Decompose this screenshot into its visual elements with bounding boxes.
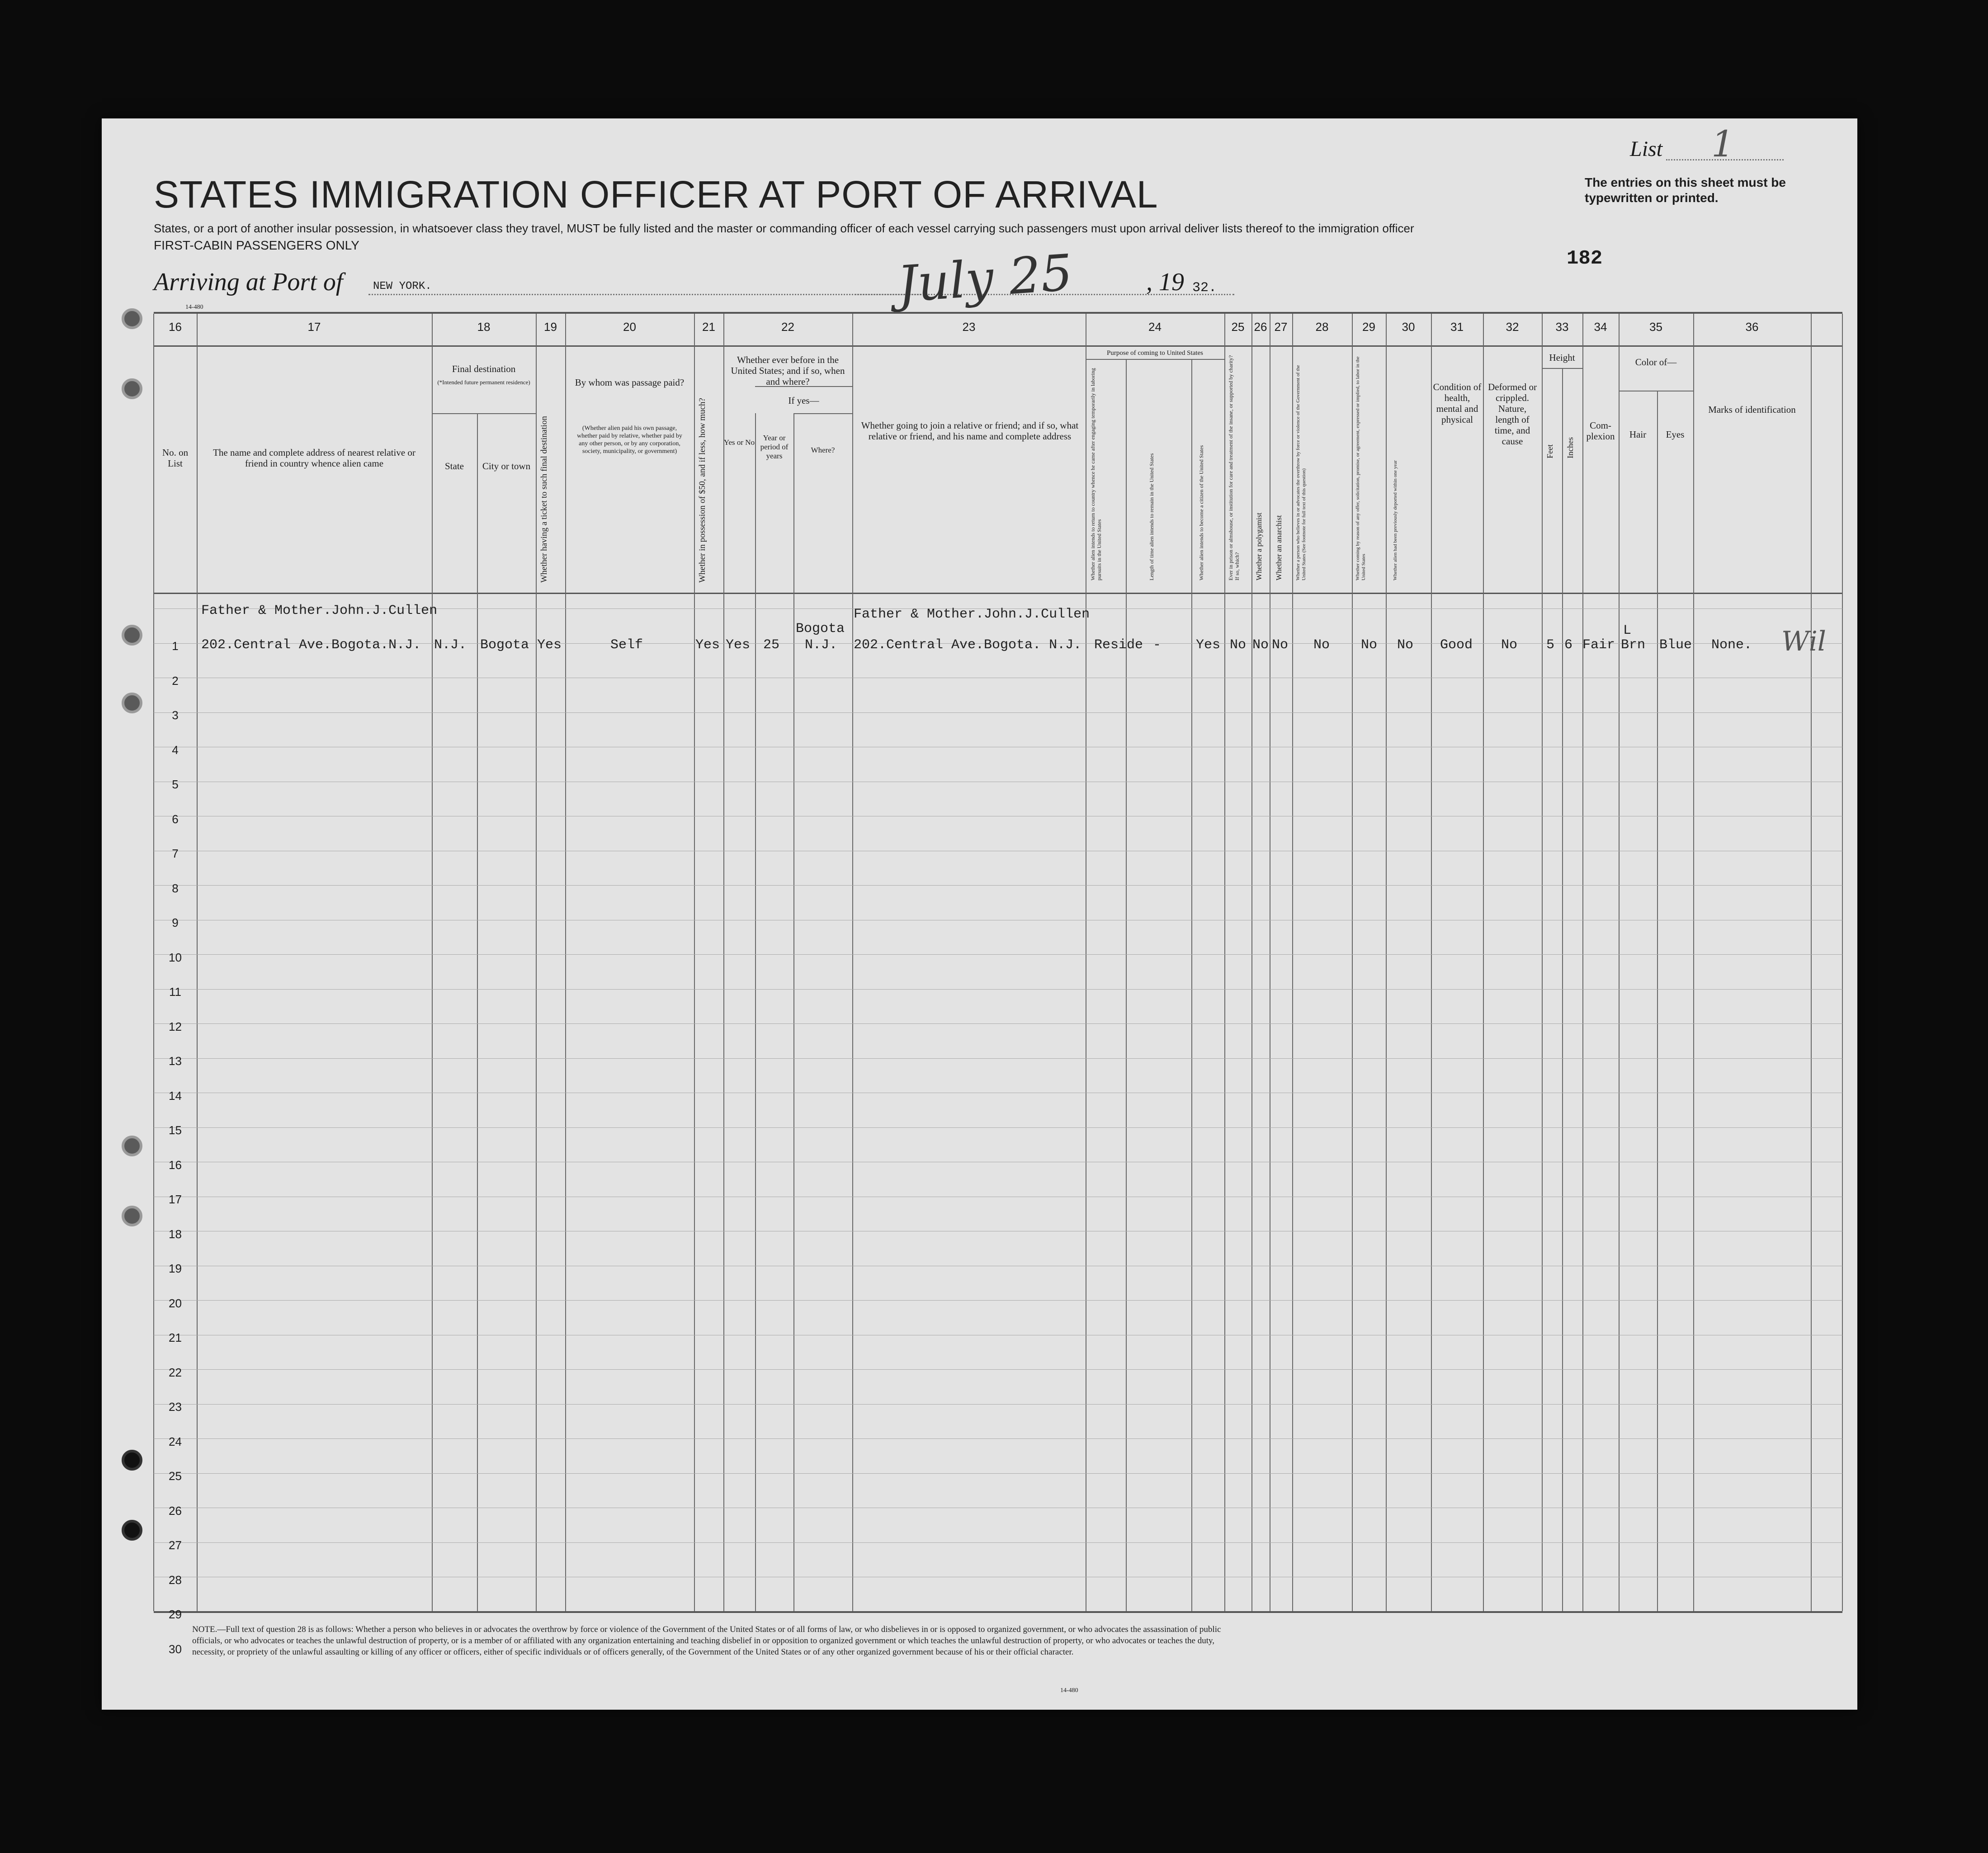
col-header: Whether alien intends to return to country whence he came after engaging temporarily in laboring pursuits in the United States [1090, 368, 1102, 580]
row-number: 27 [169, 1538, 182, 1552]
row-rule [154, 1023, 1842, 1024]
height-inches: 6 [1564, 637, 1573, 653]
col-line [1483, 314, 1484, 1611]
col-header: Whether going to join a relative or friend; and if so, what relative or friend, and his name and complete address [861, 420, 1079, 442]
margin-note: Wil [1781, 626, 1826, 657]
row-rule [154, 1058, 1842, 1059]
row-number: 26 [169, 1504, 182, 1518]
sub-rule [1542, 368, 1582, 369]
col-header: Whether in possession of $50, and if less, how much? [698, 398, 707, 583]
col-number: 34 [1594, 320, 1607, 334]
footnote: NOTE.—Full text of question 28 is as follows: Whether a person who believes in or advocates the overthrow by force or violence of the Government of the United States or of all forms of law, or who disbelieves in or is opposed to organized government, or who advocates the assassination of public officials, or who advocates or teaches the unlawful destruction of property, or is a member of or affiliated with any organization entertaining and teaching disbelief in or opposition to organized government or which teaches the unlawful destruction of property, or who advocates or teaches the duty, necessity, or propriety of the unlawful assaulting or killing of any officer or officers, either of specific individuals or of officers generally, of the Government of the United States or of any other organized government because of his or their official character. [192, 1625, 1221, 1657]
header-bottom-rule [154, 593, 1842, 594]
col-number: 33 [1555, 320, 1569, 334]
col-line [1693, 314, 1694, 1611]
col-number: 17 [307, 320, 321, 334]
col-header: City or town [482, 461, 531, 472]
year-label: , 19 [1146, 268, 1184, 296]
col-number: 20 [623, 320, 636, 334]
row-number: 9 [172, 916, 179, 929]
col-header: Whether alien had been previously deported within one year [1393, 460, 1398, 580]
polygamist-value: No [1252, 637, 1269, 653]
col-line [1352, 314, 1353, 1611]
col-header: Whether an anarchist [1275, 515, 1283, 580]
col-header: Inches [1566, 437, 1575, 458]
join-relative-address: 202.Central Ave.Bogota. N.J. [854, 637, 1082, 653]
row-number: 28 [169, 1573, 182, 1587]
where-value: Bogota [796, 621, 845, 637]
col-number: 25 [1231, 320, 1245, 334]
col-header: Whether coming by reason of any offer, solicitation, promise, or agreement, expressed or implied, to labor in the United States [1355, 356, 1366, 580]
col-number: 19 [544, 320, 557, 334]
col-line [1126, 359, 1127, 1611]
col-header: The name and complete address of nearest relative or friend in country whence alien came [213, 447, 416, 469]
col-header: Final destination [452, 363, 516, 374]
row-rule [154, 989, 1842, 990]
row-number: 15 [169, 1123, 182, 1137]
entries-note: The entries on this sheet must be typewritten or printed. [1585, 175, 1786, 205]
col-line [1251, 314, 1252, 1611]
row-rule [154, 712, 1842, 713]
col-header: Color of— [1635, 357, 1677, 368]
col-line [1386, 314, 1387, 1611]
row-number: 19 [169, 1262, 182, 1275]
col-line [1542, 314, 1543, 1611]
col-line [723, 314, 724, 1611]
sub-rule [793, 413, 852, 414]
col-header: Year or period of years [760, 434, 789, 460]
col-header: Whether ever before in the United States; and if so, when and where? [731, 354, 845, 387]
col-line [755, 413, 756, 1611]
punch-hole [122, 1450, 142, 1471]
col-header: Deformed or crippled. Nature, length of time, and cause [1488, 382, 1537, 447]
fifty-dollars-value: Yes [695, 637, 720, 653]
col-header: No. on List [162, 447, 189, 469]
col-subheader: (*Intended future permanent residence) [437, 379, 530, 386]
row-rule [154, 1127, 1842, 1128]
labor-offer-value: No [1361, 637, 1378, 653]
complexion-value: Fair [1582, 637, 1615, 653]
year-value: 32. [1192, 280, 1217, 296]
row-rule [154, 885, 1842, 886]
hair-value: Brn [1621, 637, 1646, 653]
col-line [432, 314, 433, 1611]
row-rule [154, 1404, 1842, 1405]
form-code: 14-480 [185, 304, 203, 311]
punch-hole [122, 1136, 142, 1156]
col-number: 23 [962, 320, 976, 334]
class-label: FIRST-CABIN PASSENGERS ONLY [154, 238, 359, 252]
row-number: 13 [169, 1054, 182, 1068]
col-header: Feet [1545, 444, 1554, 458]
col-line [1224, 314, 1225, 1611]
col-header: Marks of identification [1708, 404, 1796, 415]
col-header: Ever in prison or almshouse, or institution for care and treatment of the insane, or supported by charity? If so, which? [1228, 355, 1240, 580]
col-number: 29 [1362, 320, 1375, 334]
col-header: Height [1549, 352, 1575, 363]
row-rule [154, 1369, 1842, 1370]
col-header: Eyes [1666, 429, 1685, 440]
col-line [694, 314, 695, 1611]
row-number: 3 [172, 708, 179, 722]
punch-hole [122, 693, 142, 713]
list-underline [1666, 159, 1784, 160]
row-number: 16 [169, 1158, 182, 1172]
anarchist-value: No [1272, 637, 1289, 653]
row-number: 5 [172, 778, 179, 791]
col-line [852, 314, 853, 1611]
row-number: 17 [169, 1193, 182, 1206]
punch-hole [122, 1520, 142, 1541]
col-number: 26 [1254, 320, 1267, 334]
row-number: 22 [169, 1365, 182, 1379]
destination-city: Bogota [480, 637, 529, 653]
row-rule [154, 1542, 1842, 1543]
col-line [536, 314, 537, 1611]
col-header: Whether a polygamist [1255, 512, 1263, 580]
col-line [793, 413, 794, 1611]
relative-name: Father & Mother.John.J.Cullen [201, 603, 438, 618]
col-header: Whether a person who believes in or advocates the overthrow by force or violence of the Government of the United States (See footnote for full text of this question) [1295, 365, 1307, 580]
col-number: 28 [1315, 320, 1329, 334]
where-state: N.J. [805, 637, 838, 653]
row-number: 21 [169, 1331, 182, 1344]
relative-address: 202.Central Ave.Bogota.N.J. [201, 637, 421, 653]
col-number: 27 [1274, 320, 1288, 334]
before-in-us-value: Yes [726, 637, 751, 653]
col-number: 18 [477, 320, 491, 334]
col-subheader: If yes— [788, 395, 819, 406]
purpose-value: Reside [1094, 637, 1143, 653]
row-number: 4 [172, 743, 179, 757]
col-number: 22 [781, 320, 794, 334]
col-line [1431, 314, 1432, 1611]
col-header: Com-plexion [1586, 420, 1615, 442]
row-number: 14 [169, 1089, 182, 1103]
col-number: 30 [1402, 320, 1415, 334]
col-number: 16 [169, 320, 182, 334]
col-line [1842, 314, 1843, 1611]
eyes-value: Blue [1659, 637, 1692, 653]
col-number: 21 [702, 320, 715, 334]
col-subheader: (Whether alien paid his own passage, whether paid by relative, whether paid by any other person, or by any corporation, society, municipality, or government) [577, 425, 682, 455]
footnote-code: 14-480 [1060, 1687, 1078, 1694]
row-number: 1 [172, 639, 179, 653]
row-rule [154, 1438, 1842, 1439]
marks-value: None. [1711, 637, 1752, 653]
height-feet: 5 [1546, 637, 1555, 653]
citizen-intent: Yes [1196, 637, 1221, 653]
col-line [1811, 314, 1812, 1611]
join-relative-name: Father & Mother.John.J.Cullen [854, 607, 1090, 622]
col-line [1292, 314, 1293, 1611]
row-number: 2 [172, 674, 179, 688]
col-header: Condition of health, mental and physical [1433, 382, 1482, 425]
col-number: 36 [1745, 320, 1759, 334]
list-number: 1 [1711, 123, 1734, 165]
col-line [1619, 314, 1620, 1611]
arrival-date: July 25 [896, 243, 1075, 314]
col-header: Purpose of coming to United States [1107, 349, 1203, 357]
list-label: List [1630, 137, 1663, 161]
row-rule [154, 1473, 1842, 1474]
sub-rule [1086, 359, 1224, 360]
row-number: 7 [172, 847, 179, 860]
col-line [565, 314, 566, 1611]
row-number: 25 [169, 1469, 182, 1483]
port-label: Arriving at Port of [154, 268, 343, 296]
row-number: 12 [169, 1019, 182, 1033]
deported-value: No [1397, 637, 1414, 653]
page-title: STATES IMMIGRATION OFFICER AT PORT OF ARRIVAL [154, 173, 1158, 216]
col-header: By whom was passage paid? [575, 377, 685, 388]
punch-hole [122, 1206, 142, 1226]
deformed-value: No [1501, 637, 1518, 653]
row-number: 23 [169, 1400, 182, 1414]
hair-prefix: L [1623, 623, 1632, 638]
page-number: 182 [1567, 247, 1603, 270]
col-number: 35 [1649, 320, 1662, 334]
col-line [197, 314, 198, 1611]
col-line [477, 413, 478, 1611]
overthrow-value: No [1313, 637, 1330, 653]
passage-paid-value: Self [610, 637, 643, 653]
punch-hole [122, 308, 142, 329]
header-rule [154, 345, 1842, 347]
row-rule [154, 954, 1842, 955]
col-header: Whether alien intends to become a citizen of the United States [1198, 445, 1204, 580]
col-header: Where? [811, 446, 835, 454]
punch-hole [122, 378, 142, 399]
col-header: Hair [1629, 429, 1647, 440]
row-number: 10 [169, 950, 182, 964]
ticket-value: Yes [537, 637, 562, 653]
health-value: Good [1440, 637, 1473, 653]
destination-state: N.J. [434, 637, 467, 653]
intro-text: States, or a port of another insular possession, in whatsoever class they travel, MUST be fully listed and the master or commanding officer of each vessel carrying such passengers must upon arrival deliver lists thereof to the immigration officer [154, 222, 1414, 235]
port-line [368, 294, 925, 295]
col-line [1562, 368, 1563, 1611]
punch-hole [122, 625, 142, 646]
row-number: 8 [172, 881, 179, 895]
port-value: NEW YORK. [373, 280, 432, 292]
col-header: Whether having a ticket to such final destination [539, 416, 549, 583]
years-value: 25 [763, 637, 780, 653]
col-line [1657, 391, 1658, 1611]
row-number: 6 [172, 812, 179, 826]
prison-value: No [1230, 637, 1247, 653]
col-header: Yes or No [723, 438, 755, 447]
col-line [1582, 314, 1583, 1611]
sub-rule [432, 413, 536, 414]
col-number: 31 [1450, 320, 1464, 334]
col-line [1191, 359, 1192, 1611]
col-number: 24 [1148, 320, 1162, 334]
col-header: Length of time alien intends to remain in the United States [1148, 453, 1155, 580]
col-header: State [445, 461, 464, 472]
col-number: 32 [1506, 320, 1519, 334]
row-number: 24 [169, 1434, 182, 1448]
row-number: 18 [169, 1227, 182, 1241]
row-number: 29 [169, 1608, 182, 1621]
length-of-stay: - [1153, 637, 1162, 653]
manifest-sheet [102, 118, 1857, 1710]
row-number: 11 [169, 985, 181, 999]
row-number: 30 [169, 1642, 182, 1656]
row-number: 20 [169, 1296, 182, 1310]
row-rule [154, 1300, 1842, 1301]
